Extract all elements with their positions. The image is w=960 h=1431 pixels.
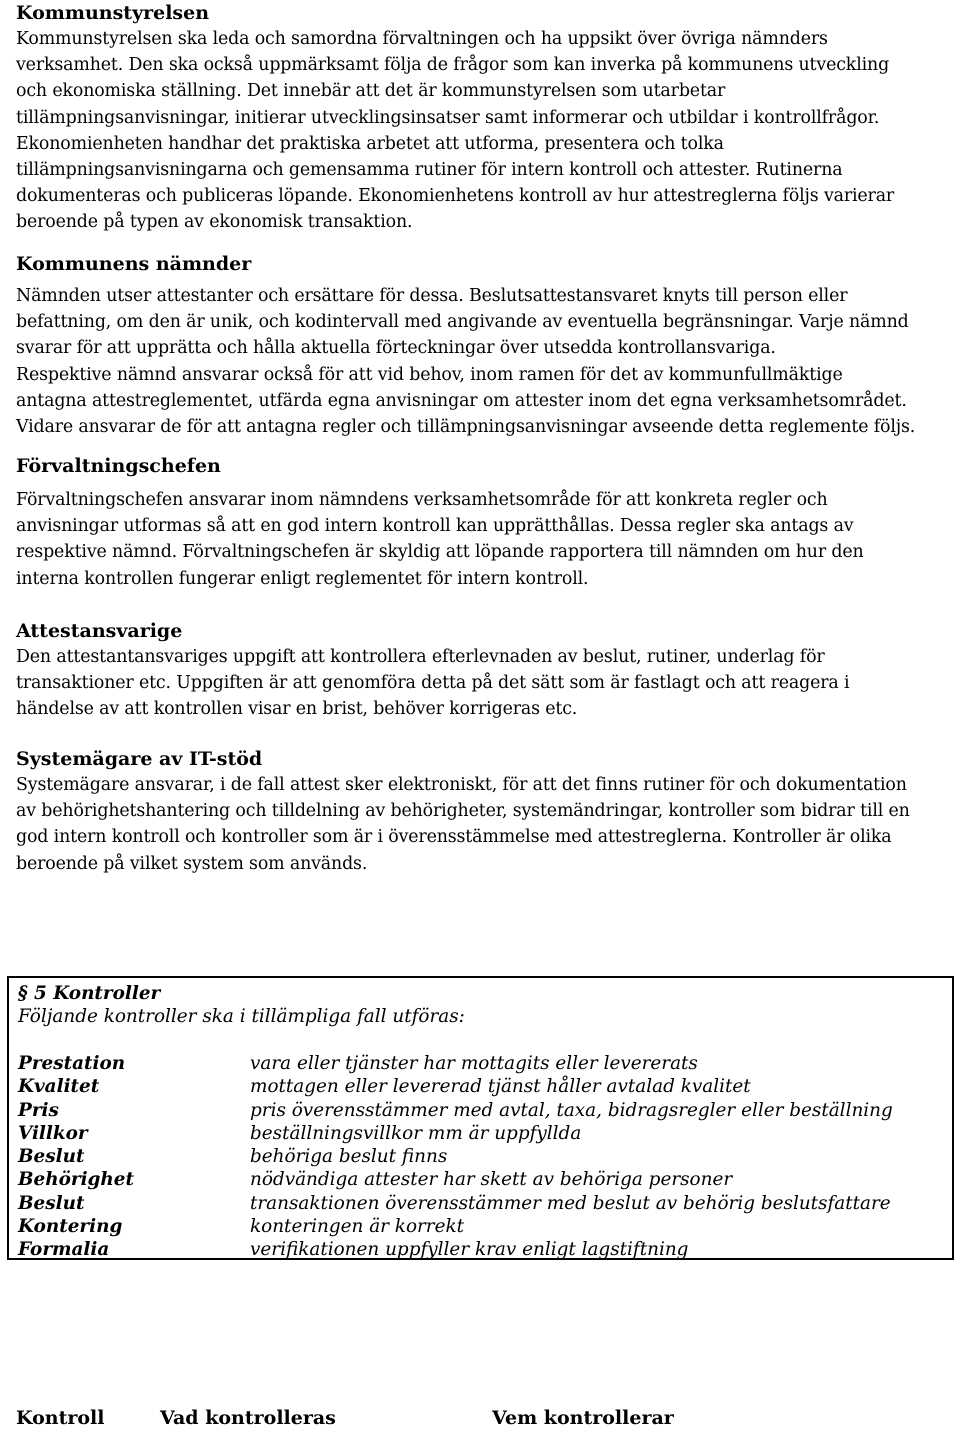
text-line: och ekonomiska ställning. Det innebär att det är kommunstyrelsen som utarbetar bbox=[16, 81, 726, 102]
text-line: Ekonomienheten handhar det praktiska arbetet att utforma, presentera och tolka bbox=[16, 133, 724, 154]
controls-table-header bbox=[0, 1405, 960, 1428]
text-line: interna kontrollen fungerar enligt reglementet för intern kontroll. bbox=[16, 568, 589, 589]
text-line: antagna attestreglementet, utfärda egna anvisningar om attester inom det egna verksamhetsområdet. bbox=[16, 390, 907, 411]
control-description: verifikationen uppfyller krav enligt lagstiftning bbox=[250, 1239, 689, 1261]
text-line: Vidare ansvarar de för att antagna regler och tillämpningsanvisningar avseende detta reglemente följs. bbox=[16, 417, 916, 438]
controls-heading: § 5 Kontroller bbox=[18, 983, 161, 1004]
section-title: Förvaltningschefen bbox=[16, 455, 221, 477]
control-name: Behörighet bbox=[18, 1169, 134, 1191]
text-line: Den attestantansvariges uppgift att kontrollera efterlevnaden av beslut, rutiner, underlag för bbox=[16, 647, 825, 667]
column-header-vad-kontrolleras: Vad kontrolleras bbox=[160, 1407, 336, 1429]
control-description: konteringen är korrekt bbox=[250, 1216, 465, 1238]
text-line: beroende på typen av ekonomisk transaktion. bbox=[16, 212, 413, 233]
control-name: Kontering bbox=[18, 1216, 123, 1238]
section-systemagare bbox=[16, 746, 956, 877]
section-body bbox=[16, 26, 956, 236]
control-item bbox=[18, 1192, 938, 1215]
text-line: Kommunstyrelsen ska leda och samordna förvaltningen och ha uppsikt över övriga nämnders bbox=[16, 29, 828, 49]
control-name: Beslut bbox=[18, 1192, 85, 1214]
section-kommunens-namnder bbox=[16, 251, 956, 440]
control-description: mottagen eller levererad tjänst håller avtalad kvalitet bbox=[250, 1076, 751, 1098]
control-item bbox=[18, 1052, 938, 1075]
text-line: transaktioner etc. Uppgiften är att genomföra detta på det sätt som är fastlagt och att reagera i bbox=[16, 673, 850, 694]
text-line: verksamhet. Den ska också uppmärksamt följa de frågor som kan inverka på kommunens utveckling bbox=[16, 55, 890, 76]
text-line: respektive nämnd. Förvaltningschefen är skyldig att löpande rapportera till nämnden om hur den bbox=[16, 542, 864, 563]
text-line: god intern kontroll och kontroller som är i överensstämmelse med attestreglerna. Kontroller är olika bbox=[16, 827, 892, 848]
control-item bbox=[18, 1099, 938, 1122]
control-item bbox=[18, 1168, 938, 1191]
control-name: Prestation bbox=[18, 1053, 126, 1074]
text-line: Förvaltningschefen ansvarar inom nämndens verksamhetsområde för att konkreta regler och bbox=[16, 490, 828, 510]
section-title: Kommunens nämnder bbox=[16, 253, 252, 275]
text-line: anvisningar utformas så att en god intern kontroll kan upprätthållas. Dessa regler ska antags av bbox=[16, 516, 854, 537]
section-title: Systemägare av IT-stöd bbox=[16, 748, 263, 770]
control-item bbox=[18, 1122, 938, 1145]
controls-list bbox=[18, 1052, 938, 1262]
section-attestansvarige bbox=[16, 618, 956, 723]
section-forvaltningschefen bbox=[16, 453, 956, 592]
control-name: Kvalitet bbox=[18, 1076, 100, 1098]
section-kommunstyrelsen bbox=[16, 0, 956, 236]
control-item bbox=[18, 1145, 938, 1168]
control-name: Villkor bbox=[18, 1122, 88, 1144]
control-description: beställningsvillkor mm är uppfyllda bbox=[250, 1122, 582, 1144]
section-title: Kommunstyrelsen bbox=[16, 2, 210, 24]
section-body bbox=[16, 283, 956, 440]
control-description: vara eller tjänster har mottagits eller levererats bbox=[250, 1053, 698, 1074]
text-line: befattning, om den är unik, och kodintervall med angivande av eventuella begränsningar. Varje nämnd bbox=[16, 312, 909, 333]
controls-subheading: Följande kontroller ska i tillämpliga fall utföras: bbox=[18, 1006, 465, 1027]
control-description: transaktionen överensstämmer med beslut av behörig beslutsfattare bbox=[250, 1192, 891, 1214]
text-line: Nämnden utser attestanter och ersättare för dessa. Beslutsattestansvaret knyts till person eller bbox=[16, 286, 848, 306]
text-line: tillämpningsanvisningarna och gemensamma rutiner för intern kontroll och attester. Rutinerna bbox=[16, 160, 843, 181]
text-line: av behörighetshantering och tilldelning av behörigheter, systemändringar, kontroller som bidrar till en bbox=[16, 801, 910, 822]
control-description: nödvändiga attester har skett av behöriga personer bbox=[250, 1169, 733, 1191]
column-header-kontroll: Kontroll bbox=[16, 1407, 105, 1429]
text-line: Systemägare ansvarar, i de fall attest sker elektroniskt, för att det finns rutiner för och dokumentation bbox=[16, 775, 907, 795]
control-description: behöriga beslut finns bbox=[250, 1146, 448, 1168]
control-item bbox=[18, 1075, 938, 1098]
section-body bbox=[16, 772, 956, 877]
section-title: Attestansvarige bbox=[16, 620, 183, 642]
section-body bbox=[16, 487, 956, 592]
text-line: dokumenteras och publiceras löpande. Ekonomienhetens kontroll av hur attestreglerna följs varierar bbox=[16, 186, 895, 207]
control-item bbox=[18, 1238, 938, 1261]
control-item bbox=[18, 1215, 938, 1238]
control-description: pris överensstämmer med avtal, taxa, bidragsregler eller beställning bbox=[250, 1099, 893, 1121]
text-line: Respektive nämnd ansvarar också för att vid behov, inom ramen för det av kommunfullmäktige bbox=[16, 364, 843, 385]
controls-box bbox=[7, 976, 954, 1260]
text-line: svarar för att upprätta och hålla aktuella förteckningar över utsedda kontrollansvariga. bbox=[16, 338, 776, 359]
column-header-vem-kontrollerar: Vem kontrollerar bbox=[492, 1407, 674, 1429]
control-name: Beslut bbox=[18, 1146, 85, 1168]
control-name: Pris bbox=[18, 1099, 59, 1121]
control-name: Formalia bbox=[18, 1239, 110, 1261]
text-line: beroende på vilket system som används. bbox=[16, 853, 368, 874]
section-body bbox=[16, 644, 956, 723]
text-line: tillämpningsanvisningar, initierar utvecklingsinsatser samt informerar och utbildar i kontrollfrågor. bbox=[16, 107, 880, 128]
text-line: händelse av att kontrollen visar en brist, behöver korrigeras etc. bbox=[16, 699, 578, 720]
